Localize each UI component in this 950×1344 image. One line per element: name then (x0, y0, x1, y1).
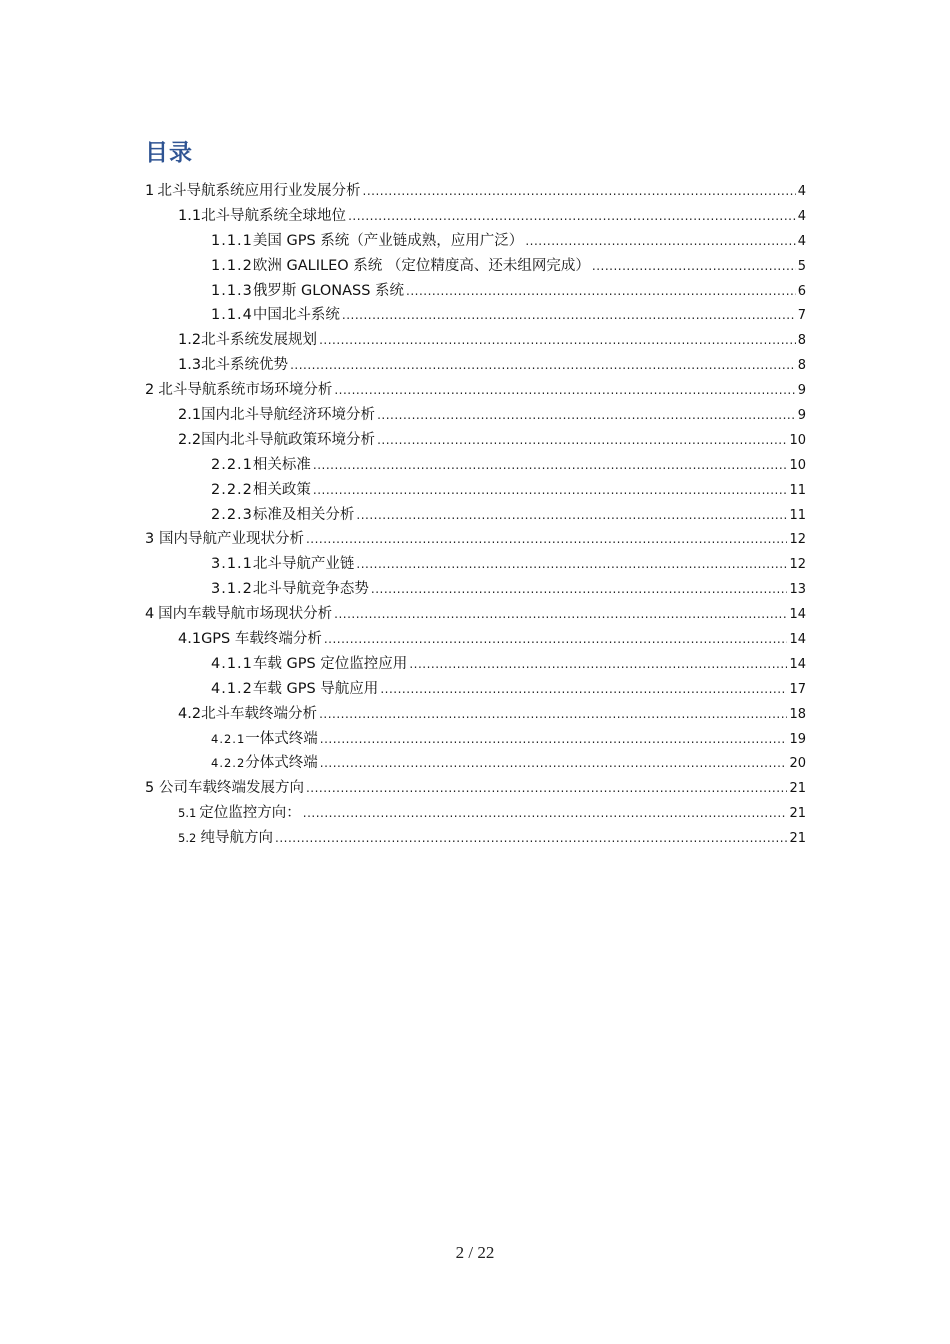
dot-leader (313, 453, 788, 478)
dot-leader (406, 279, 796, 304)
toc-entry[interactable] (145, 204, 806, 229)
toc-entry-page: 13 (789, 582, 806, 598)
dot-leader (348, 204, 796, 229)
toc-entry-title: 公司车载终端发展方向 (158, 780, 304, 797)
dot-leader (377, 428, 787, 453)
toc-entry-title: 北斗导航产业链 (252, 556, 355, 573)
toc-entry-title: 欧洲 GALILEO 系统 （定位精度高、还未组网完成） (252, 257, 590, 274)
toc-entry-title: 国内车载导航市场现状分析 (158, 606, 333, 623)
toc-entry[interactable] (145, 826, 806, 851)
toc-entry-page: 10 (789, 432, 806, 448)
toc-entry-title: 北斗系统发展规划 (201, 332, 318, 349)
toc-entry[interactable] (145, 254, 806, 279)
toc-entry-title: 一体式终端 (245, 730, 318, 747)
toc-entry-number: 2.2.2 (211, 481, 253, 498)
toc-entry-page: 7 (797, 308, 806, 324)
toc-entry-title: 相关标准 (252, 456, 311, 473)
dot-leader (306, 776, 788, 801)
toc-entry-page: 11 (789, 482, 806, 498)
toc-entry-title: 美国 GPS 系统（产业链成熟，应用广泛） (252, 232, 524, 249)
toc-entry-page: 21 (789, 831, 806, 847)
dot-leader (363, 179, 796, 204)
toc-entry-title: 北斗导航系统市场环境分析 (158, 382, 333, 399)
dot-leader (380, 677, 787, 702)
toc-entry-number: 5.1 (178, 806, 197, 821)
dot-leader (409, 652, 787, 677)
toc-entry[interactable] (145, 702, 806, 727)
toc-entry-number: 1 (145, 183, 155, 199)
toc-entry[interactable] (145, 527, 806, 552)
toc-entry-number: 1.1.2 (211, 257, 253, 274)
toc-entry-number: 4.1.1 (211, 655, 253, 672)
dot-leader (356, 503, 787, 528)
toc-entry-number: 1.1.1 (211, 232, 253, 249)
toc-entry-number: 4.2.1 (211, 731, 246, 746)
toc-entry-title: 国内导航产业现状分析 (158, 531, 304, 548)
dot-leader (377, 403, 796, 428)
table-of-contents (145, 179, 806, 851)
toc-entry-page: 4 (797, 208, 806, 224)
dot-leader (319, 702, 787, 727)
toc-entry-title: 相关政策 (252, 481, 311, 498)
dot-leader (334, 378, 795, 403)
toc-entry-number: 2 (145, 382, 155, 399)
dot-leader (525, 229, 795, 254)
toc-entry[interactable] (145, 776, 806, 801)
dot-leader (371, 577, 788, 602)
toc-entry-number: 1.2 (178, 332, 202, 349)
toc-entry-title: 北斗导航系统应用行业发展分析 (157, 183, 361, 199)
toc-entry[interactable] (145, 503, 806, 528)
dot-leader (306, 527, 788, 552)
dot-leader (592, 254, 796, 279)
toc-entry-title: 国内北斗导航经济环境分析 (201, 407, 376, 424)
toc-entry-page: 21 (789, 781, 806, 797)
toc-entry-title: 国内北斗导航政策环境分析 (201, 431, 376, 448)
toc-entry[interactable] (145, 677, 806, 702)
dot-leader (320, 727, 788, 752)
toc-entry[interactable] (145, 453, 806, 478)
toc-entry[interactable] (145, 428, 806, 453)
toc-entry-title: 中国北斗系统 (252, 307, 340, 324)
toc-entry-number: 4.1 (178, 631, 202, 648)
toc-entry-number: 2.2.3 (211, 506, 253, 523)
toc-entry-number: 1.1.3 (211, 282, 253, 299)
toc-entry[interactable] (145, 279, 806, 304)
toc-entry[interactable] (145, 552, 806, 577)
toc-entry-page: 9 (797, 408, 806, 424)
toc-entry-page: 10 (789, 457, 806, 473)
dot-leader (275, 826, 787, 851)
toc-entry-page: 12 (789, 557, 806, 573)
toc-entry-title: 定位监控方向： (199, 805, 301, 822)
toc-entry-number: 1.3 (178, 357, 202, 374)
dot-leader (313, 478, 788, 503)
toc-entry-number: 5 (145, 780, 155, 797)
toc-entry[interactable] (145, 229, 806, 254)
toc-entry-title: 车载 GPS 定位监控应用 (252, 655, 408, 672)
toc-entry-page: 6 (797, 283, 806, 299)
toc-entry-title: 纯导航方向 (200, 830, 273, 847)
toc-entry-page: 12 (789, 532, 806, 548)
toc-entry-number: 3.1.2 (211, 581, 253, 598)
dot-leader (319, 328, 796, 353)
toc-entry-number: 1.1.4 (211, 307, 253, 324)
toc-entry-title: 标准及相关分析 (252, 506, 355, 523)
toc-entry[interactable] (145, 328, 806, 353)
toc-entry-number: 2.2.1 (211, 456, 253, 473)
toc-entry[interactable] (145, 627, 806, 652)
toc-entry-page: 17 (789, 681, 806, 697)
dot-leader (303, 801, 788, 826)
toc-entry-number: 1.1 (178, 207, 202, 224)
toc-entry-page: 8 (797, 358, 806, 374)
dot-leader (356, 552, 787, 577)
dot-leader (334, 602, 787, 627)
toc-entry-title: 车载 GPS 导航应用 (252, 680, 379, 697)
toc-entry[interactable] (145, 378, 806, 403)
toc-entry-page: 19 (789, 731, 806, 747)
dot-leader (342, 303, 796, 328)
toc-entry-number: 5.2 (178, 831, 197, 846)
toc-entry[interactable] (145, 577, 806, 602)
toc-entry-page: 5 (797, 258, 806, 274)
toc-entry-title: 北斗车载终端分析 (201, 705, 318, 722)
toc-entry[interactable] (145, 403, 806, 428)
toc-entry-number: 4 (145, 606, 155, 623)
toc-entry-number: 4.1.2 (211, 680, 253, 697)
toc-entry-title: 俄罗斯 GLONASS 系统 (252, 282, 405, 299)
toc-entry[interactable] (145, 801, 806, 826)
toc-entry-page: 18 (789, 706, 806, 722)
toc-entry-page: 14 (789, 607, 806, 623)
toc-entry[interactable] (145, 751, 806, 776)
toc-title: 目录 (145, 140, 193, 166)
toc-entry-page: 8 (797, 333, 806, 349)
toc-entry-number: 2.2 (178, 431, 202, 448)
toc-entry-number: 3.1.1 (211, 556, 253, 573)
toc-entry-title: 分体式终端 (245, 755, 318, 772)
toc-entry-number: 3 (145, 531, 155, 548)
toc-entry[interactable] (145, 353, 806, 378)
toc-entry[interactable] (145, 478, 806, 503)
toc-entry[interactable] (145, 652, 806, 677)
toc-entry-page: 21 (789, 806, 806, 822)
toc-entry-page: 11 (789, 507, 806, 523)
toc-entry-page: 9 (797, 383, 806, 399)
toc-entry[interactable] (145, 602, 806, 627)
toc-entry-number: 4.2 (178, 705, 202, 722)
toc-entry-page: 20 (789, 756, 806, 772)
toc-entry-title: 北斗导航竞争态势 (252, 581, 369, 598)
toc-entry-title: GPS 车载终端分析 (201, 631, 322, 648)
toc-entry[interactable] (145, 179, 806, 204)
toc-entry-page: 14 (789, 656, 806, 672)
toc-entry-page: 4 (797, 233, 806, 249)
dot-leader (324, 627, 788, 652)
dot-leader (320, 751, 788, 776)
toc-entry-page: 14 (789, 632, 806, 648)
toc-entry[interactable] (145, 727, 806, 752)
toc-entry[interactable] (145, 303, 806, 328)
toc-entry-title: 北斗系统优势 (201, 357, 289, 374)
toc-entry-number: 4.2.2 (211, 756, 246, 771)
toc-entry-title: 北斗导航系统全球地位 (201, 207, 347, 224)
dot-leader (290, 353, 796, 378)
page-number: 2 / 22 (455, 1243, 495, 1262)
toc-entry-number: 2.1 (178, 407, 202, 424)
toc-entry-page: 4 (797, 184, 806, 199)
